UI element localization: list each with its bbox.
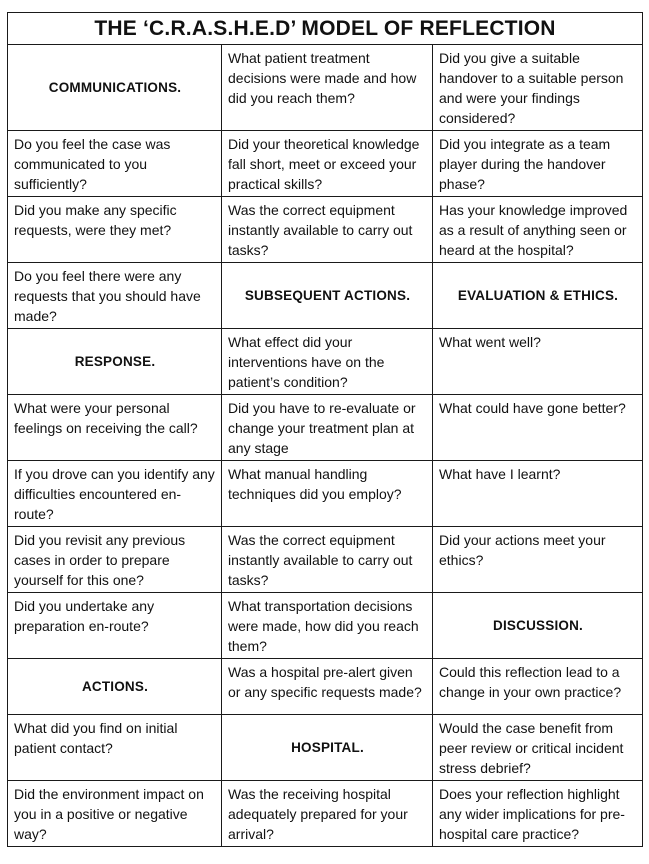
- question-cell: What effect did your interventions have on the patient’s condition?: [222, 329, 433, 395]
- question-cell: Did you revisit any previous cases in order to prepare yourself for this one?: [8, 527, 222, 593]
- question-cell: Do you feel there were any requests that you should have made?: [8, 263, 222, 329]
- table-row: [8, 593, 643, 659]
- question-cell: Was a hospital pre-alert given or any specific requests made?: [222, 659, 433, 715]
- question-cell: Did you give a suitable handover to a suitable person and were your findings considered?: [433, 45, 643, 131]
- table-row: [8, 197, 643, 263]
- table-row: [8, 131, 643, 197]
- table-row: [8, 45, 643, 131]
- question-cell: Did your actions meet your ethics?: [433, 527, 643, 593]
- reflection-model-table: [7, 12, 643, 847]
- question-cell: What have I learnt?: [433, 461, 643, 527]
- question-cell: Was the correct equipment instantly available to carry out tasks?: [222, 197, 433, 263]
- table-row: [8, 527, 643, 593]
- question-cell: What could have gone better?: [433, 395, 643, 461]
- section-heading-communications: COMMUNICATIONS.: [8, 45, 222, 131]
- table-row: [8, 461, 643, 527]
- question-cell: What transportation decisions were made, how did you reach them?: [222, 593, 433, 659]
- question-cell: What went well?: [433, 329, 643, 395]
- table-row: [8, 715, 643, 781]
- table-row: [8, 781, 643, 847]
- question-cell: If you drove can you identify any difficulties encountered en-route?: [8, 461, 222, 527]
- table-row: [8, 395, 643, 461]
- question-cell: Has your knowledge improved as a result of anything seen or heard at the hospital?: [433, 197, 643, 263]
- section-heading-actions: ACTIONS.: [8, 659, 222, 715]
- section-heading-evaluation-ethics: EVALUATION & ETHICS.: [433, 263, 643, 329]
- table-row: [8, 263, 643, 329]
- question-cell: Did you have to re-evaluate or change your treatment plan at any stage: [222, 395, 433, 461]
- question-cell: Did your theoretical knowledge fall short, meet or exceed your practical skills?: [222, 131, 433, 197]
- title-row: [8, 13, 643, 45]
- table-row: [8, 659, 643, 715]
- question-cell: Would the case benefit from peer review or critical incident stress debrief?: [433, 715, 643, 781]
- section-heading-response: RESPONSE.: [8, 329, 222, 395]
- question-cell: Did you make any specific requests, were they met?: [8, 197, 222, 263]
- question-cell: What were your personal feelings on receiving the call?: [8, 395, 222, 461]
- reflection-model-document: [7, 12, 642, 847]
- question-cell: What did you find on initial patient contact?: [8, 715, 222, 781]
- question-cell: Did you undertake any preparation en-route?: [8, 593, 222, 659]
- question-cell: Did you integrate as a team player during the handover phase?: [433, 131, 643, 197]
- section-heading-hospital: HOSPITAL.: [222, 715, 433, 781]
- table-row: [8, 329, 643, 395]
- question-cell: Was the receiving hospital adequately prepared for your arrival?: [222, 781, 433, 847]
- question-cell: What manual handling techniques did you employ?: [222, 461, 433, 527]
- question-cell: Could this reflection lead to a change in your own practice?: [433, 659, 643, 715]
- question-cell: Do you feel the case was communicated to you sufficiently?: [8, 131, 222, 197]
- question-cell: Was the correct equipment instantly available to carry out tasks?: [222, 527, 433, 593]
- section-heading-subsequent-actions: SUBSEQUENT ACTIONS.: [222, 263, 433, 329]
- table-title: THE ‘C.R.A.S.H.E.D’ MODEL OF REFLECTION: [8, 13, 643, 45]
- section-heading-discussion: DISCUSSION.: [433, 593, 643, 659]
- question-cell: Does your reflection highlight any wider implications for pre-hospital care practice?: [433, 781, 643, 847]
- question-cell: What patient treatment decisions were made and how did you reach them?: [222, 45, 433, 131]
- question-cell: Did the environment impact on you in a positive or negative way?: [8, 781, 222, 847]
